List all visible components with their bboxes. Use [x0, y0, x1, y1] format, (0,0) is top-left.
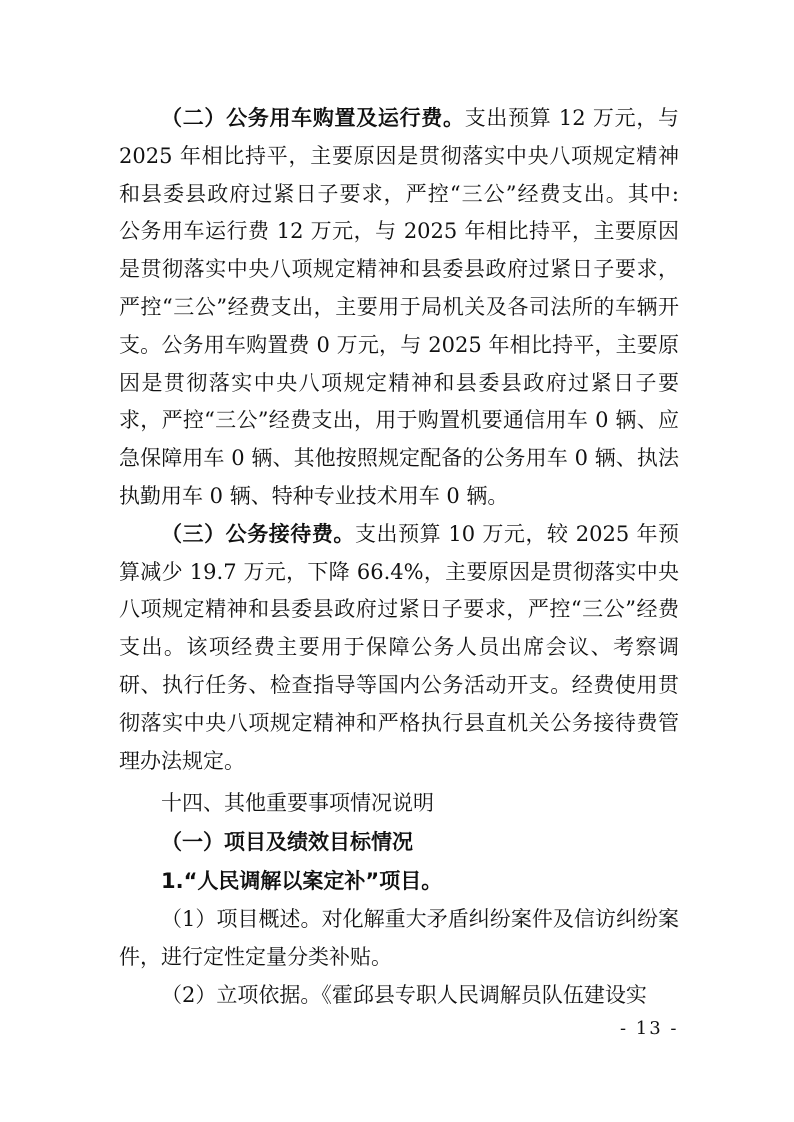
- paragraph-vehicle-costs: [119, 100, 679, 516]
- page-number: - 13 -: [620, 1018, 679, 1039]
- text-vehicle-costs: 支出预算 12 万元，与 2025 年相比持平，主要原因是贯彻落实中央八项规定精神和县委县政府过紧日子要求，严控“三公”经费支出。其中: 公务用车运行费 12 万元，与 2025 年相比持平，主要原因是贯彻落实中央八项规定精神和县委县政府过紧日子要求，严控“三公”经费支出，主要用于局机关及各司法所的车辆开支。公务用车购置费 0 万元，与 2025 年相比持平，主要原因是贯彻落实中央八项规定精神和县委县政府过紧日子要求，严控“三公”经费支出，用于购置机要通信用车 0 辆、应急保障用车 0 辆、其他按照规定配备的公务用车 0 辆、执法执勤用车 0 辆、特种专业技术用车 0 辆。: [119, 106, 680, 508]
- paragraph-project-basis: （2）立项依据。《霍邱县专职人民调解员队伍建设实: [161, 982, 647, 1007]
- heading-mediation-project: 1.“人民调解以案定补”项目。: [161, 869, 443, 894]
- heading-project-performance-goals: （一）项目及绩效目标情况: [161, 830, 413, 855]
- heading-vehicle-costs: （二）公务用车购置及运行费。: [161, 106, 465, 130]
- text-reception-costs: 支出预算 10 万元，较 2025 年预算减少 19.7 万元，下降 66.4%，主要原因是贯彻落实中央八项规定精神和县委县政府过紧日子要求，严控“三公”经费支出。该项经费主要用于保障公务人员出席会议、考察调研、执行任务、检查指导等国内公务活动开支。经费使用贯彻落实中央八项规定精神和严格执行县直机关公务接待费管理办法规定。: [119, 521, 679, 773]
- heading-other-important-matters: 十四、其他重要事项情况说明: [161, 791, 434, 816]
- document-page: [119, 100, 679, 1015]
- heading-reception-costs: （三）公务接待费。: [161, 521, 355, 546]
- paragraph-reception-costs: [119, 516, 679, 781]
- paragraph-project-overview: （1）项目概述。对化解重大矛盾纠纷案件及信访纠纷案件，进行定性定量分类补贴。: [119, 907, 679, 970]
